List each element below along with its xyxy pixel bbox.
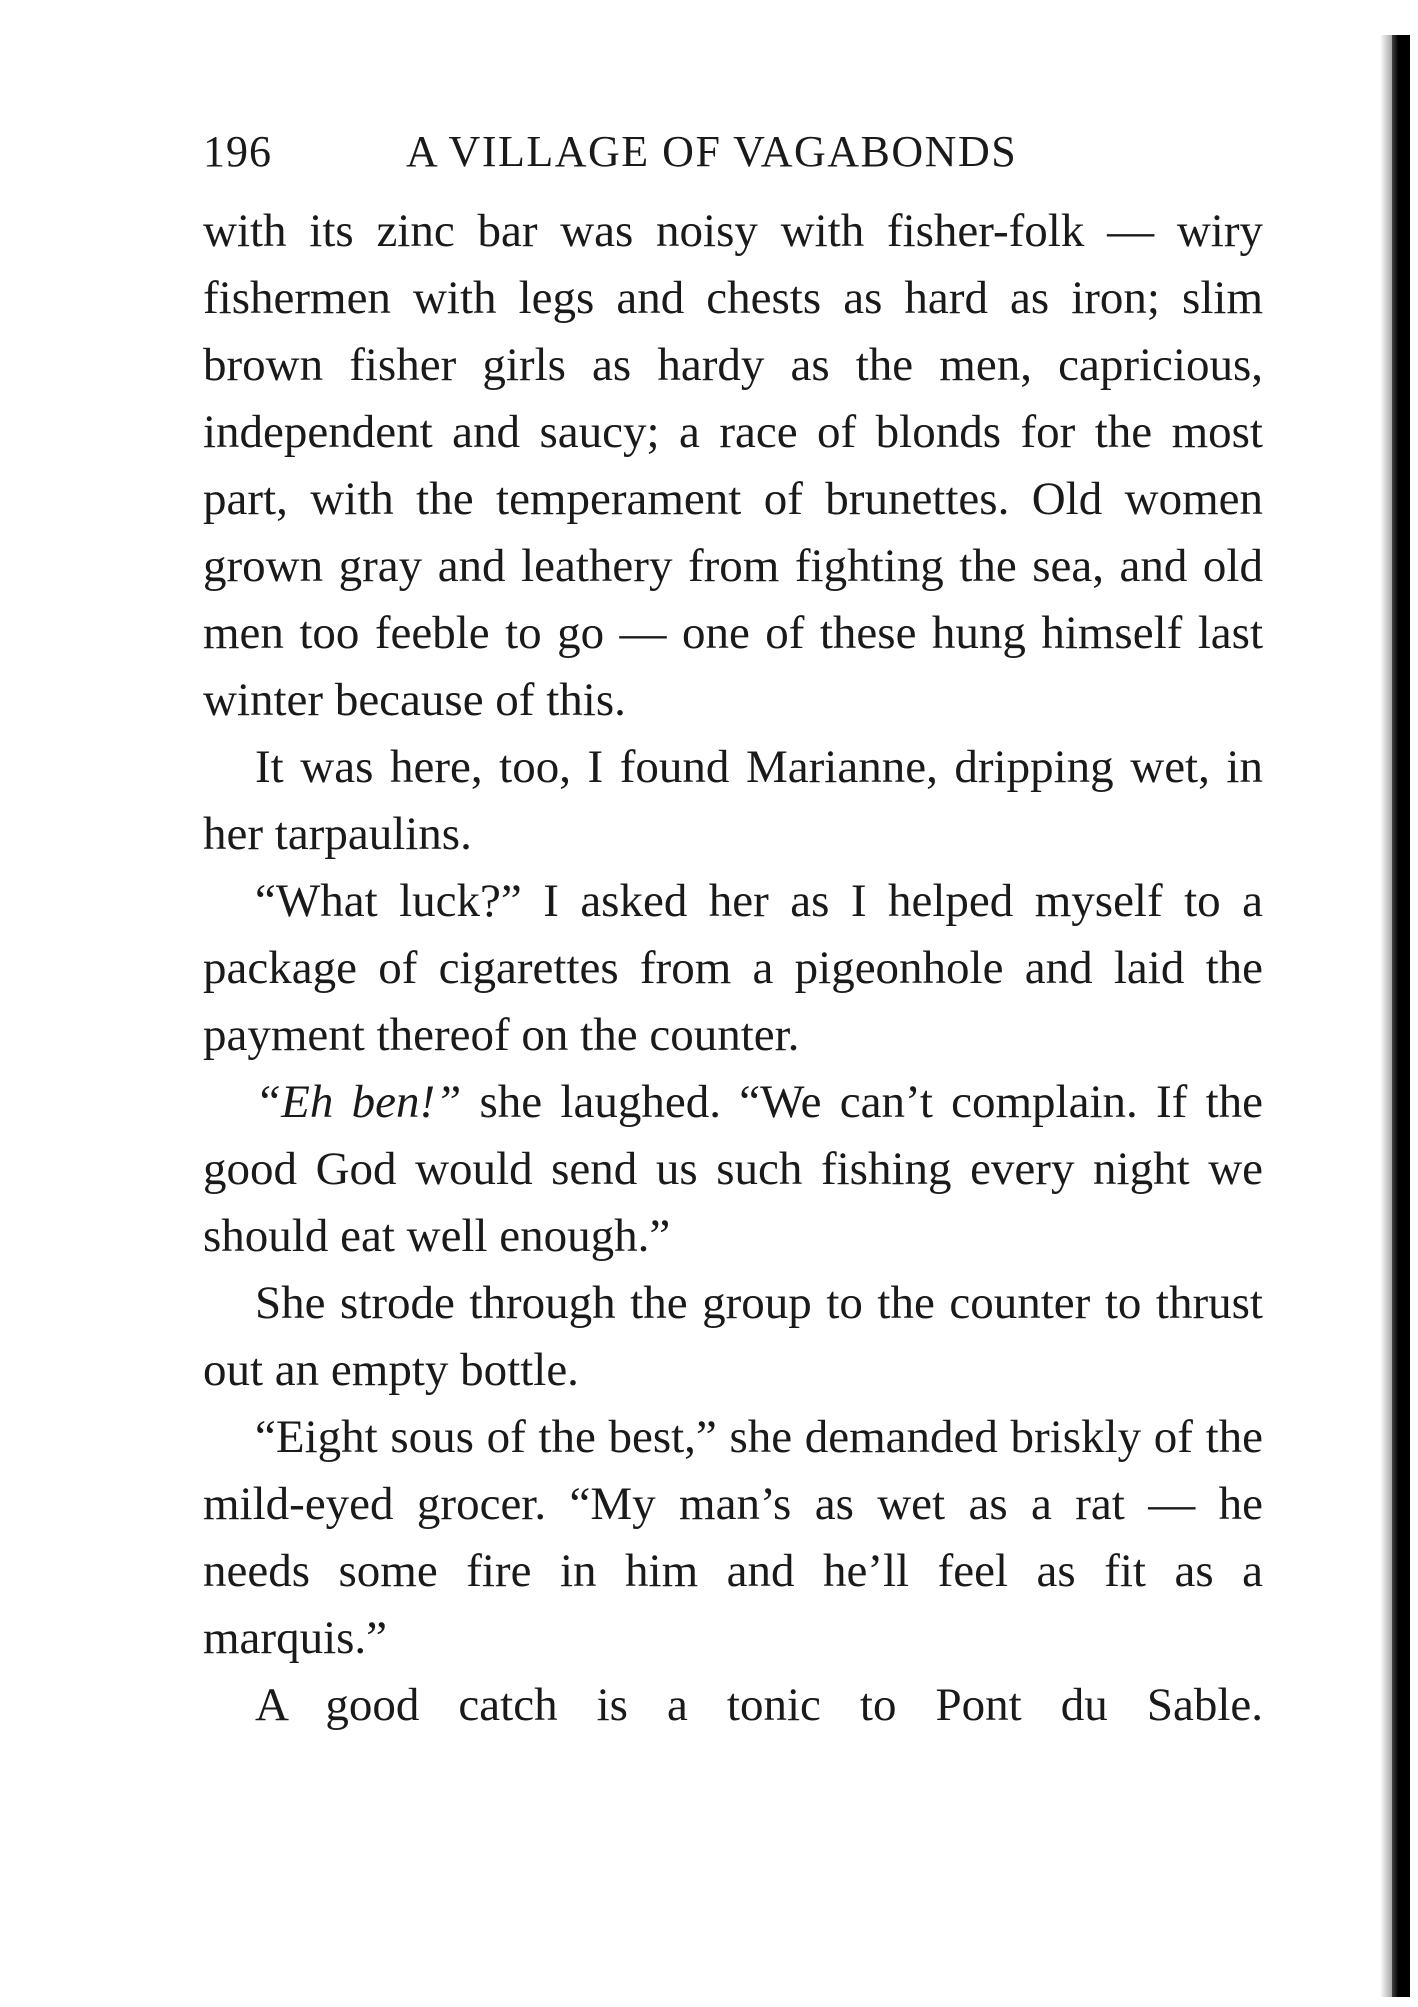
binding-edge — [1392, 35, 1410, 1997]
paragraph-6: “Eight sous of the best,” she demanded briskly of the mild-eyed grocer. “My man’s as wet as a rat — he needs some fire in him and he’ll feel as fit as a marquis.” — [203, 1411, 1263, 1664]
paragraph-4 — [203, 1069, 1263, 1270]
body-text — [203, 198, 1263, 1739]
page-number: 196 — [203, 127, 272, 176]
book-title: A VILLAGE OF VAGABONDS — [406, 127, 1018, 176]
paragraph-7: A good catch is a tonic to Pont du Sable. — [255, 1679, 1263, 1731]
paragraph-5: She strode through the group to the counter to thrust out an empty bottle. — [203, 1277, 1263, 1396]
page-edge-shadow — [1380, 35, 1392, 1997]
paragraph-1: with its zinc bar was noisy with fisher-folk — wiry fishermen with legs and chests as hard as iron; slim brown fisher girls as hardy as the men, capricious, independent and saucy; a race of blonds for the most part, with the temperament of brunettes. Old women grown gray and leathery from fighting the sea, and old men too feeble to go — one of these hung himself last winter because of this. — [203, 205, 1263, 726]
italic-exclamation: “Eh ben!” — [255, 1076, 462, 1128]
paragraph-3: “What luck?” I asked her as I helped myself to a package of cigarettes from a pigeonhole and laid the payment thereof on the counter. — [203, 875, 1263, 1061]
paragraph-2: It was here, too, I found Marianne, dripping wet, in her tarpaulins. — [203, 741, 1263, 860]
running-head — [203, 122, 1263, 182]
paragraph-4-rest: she laughed. “We can’t complain. If the good God would send us such fishing every night we should eat well enough.” — [203, 1076, 1264, 1262]
